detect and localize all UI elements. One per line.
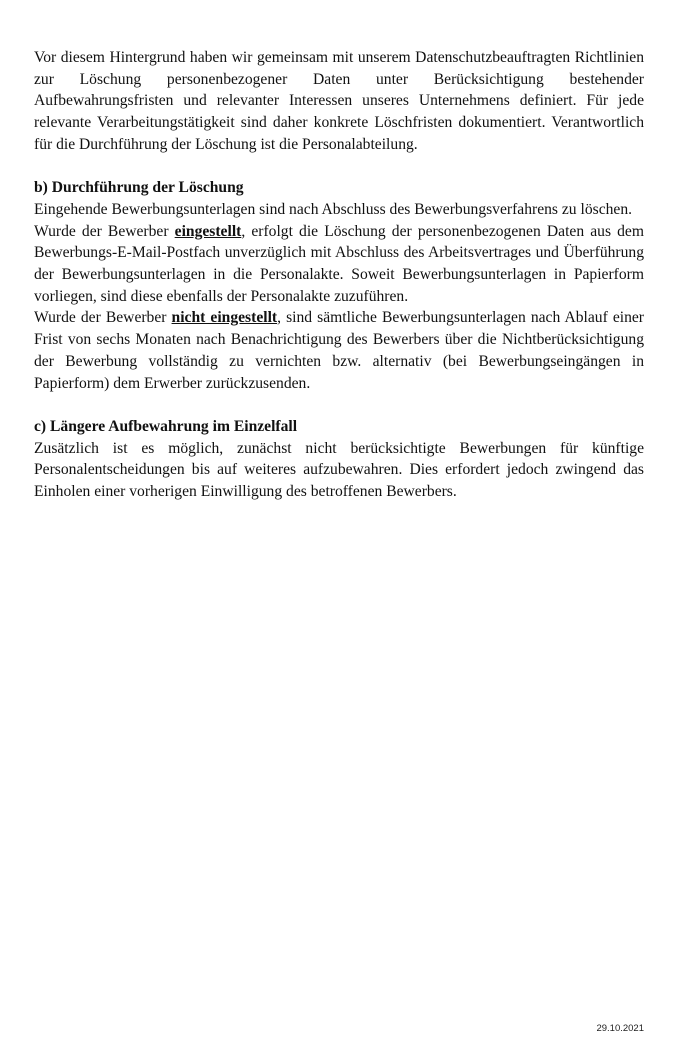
paragraph-text: Wurde der Bewerber — [34, 222, 175, 240]
document-page — [34, 47, 644, 503]
section-b-heading: b) Durchführung der Löschung — [34, 179, 244, 197]
section-c-paragraph-1: Zusätzlich ist es möglich, zunächst nicht berücksichtigte Bewerbungen für künftige Personalentscheidungen bis auf weiteres aufzubewahren. Dies erfordert jedoch zwingend das Einholen einer vorherigen Einwilligung des betroffenen Bewerbers. — [34, 439, 644, 501]
paragraph-text: , sind sämtliche Bewerbungsunterlagen nach Ablauf einer Frist von sechs Monaten nach Benachrichtigung des Bewerbers über die Nichtberücksichtigung der Bewerbung vollständig zu vernichten bzw. alternativ (bei Bewerbungseingängen in Papierform) dem Erwerber zurückzusenden. — [34, 309, 645, 392]
emphasis-eingestellt: eingestellt — [174, 222, 242, 240]
paragraph-text: , erfolgt die Löschung der personenbezogenen Daten aus dem Bewerbungs-E-Mail-Postfach unverzüglich mit Abschluss des Arbeitsvertrages und Überführung der Bewerbungsunterlagen in die Personalakte. Soweit Bewerbungsunterlagen in Papierform vorliegen, sind diese ebenfalls der Personalakte zuzuführen. — [34, 222, 644, 305]
section-b-paragraph-2 — [34, 221, 644, 308]
section-b-paragraph-1: Eingehende Bewerbungsunterlagen sind nach Abschluss des Bewerbungsverfahrens zu löschen. — [34, 200, 633, 218]
section-spacer — [34, 394, 644, 416]
paragraph-text: Wurde der Bewerber — [34, 309, 172, 327]
emphasis-nicht-eingestellt: nicht eingestellt — [171, 309, 278, 327]
section-c-heading: c) Längere Aufbewahrung im Einzelfall — [34, 417, 298, 435]
intro-paragraph: Vor diesem Hintergrund haben wir gemeinsam mit unserem Datenschutzbeauftragten Richtlinien zur Löschung personenbezogener Daten unter Berücksichtigung bestehender Aufbewahrungsfristen und relevanter Interessen unseres Unternehmens definiert. Für jede relevante Verarbeitungstätigkeit sind daher konkrete Löschfristen dokumentiert. Verantwortlich für die Durchführung der Löschung ist die Personalabteilung. — [34, 49, 644, 153]
footer-date: 29.10.2021 — [596, 1023, 644, 1034]
section-spacer — [34, 156, 644, 178]
section-b-paragraph-3 — [34, 307, 644, 394]
